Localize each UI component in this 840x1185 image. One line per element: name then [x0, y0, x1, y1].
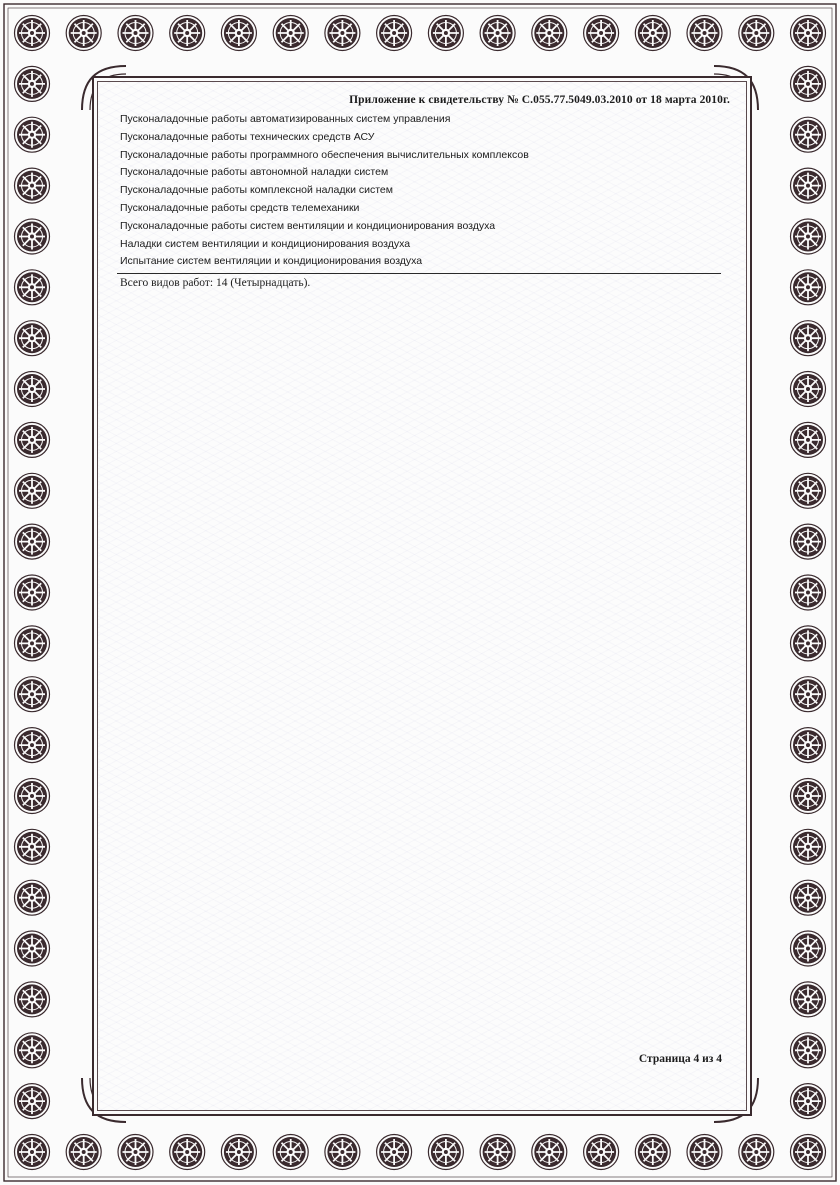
wheel-rosette-icon — [170, 16, 205, 51]
list-item: Пусконаладочные работы систем вентиляции и кондиционирования воздуха — [120, 219, 496, 232]
wheel-rosette-icon — [15, 117, 50, 152]
wheel-rosette-icon — [15, 524, 50, 559]
total-works: Всего видов работ: 14 (Четырнадцать). — [120, 277, 311, 289]
wheel-rosette-icon — [791, 168, 826, 203]
wheel-rosette-icon — [15, 219, 50, 254]
wheel-rosette-icon — [325, 1135, 360, 1170]
wheel-rosette-icon — [15, 1135, 50, 1170]
list-item: Пусконаладочные работы комплексной наладки систем — [120, 184, 393, 197]
wheel-rosette-icon — [791, 880, 826, 915]
wheel-rosette-icon — [66, 16, 101, 51]
wheel-rosette-icon — [791, 982, 826, 1017]
wheel-rosette-icon — [15, 829, 50, 864]
wheel-rosette-icon — [15, 677, 50, 712]
wheel-rosette-icon — [791, 270, 826, 305]
wheel-rosette-icon — [15, 422, 50, 457]
wheel-rosette-icon — [791, 626, 826, 661]
wheel-rosette-icon — [221, 1135, 256, 1170]
wheel-rosette-icon — [15, 728, 50, 763]
wheel-rosette-icon — [791, 779, 826, 814]
document-header: Приложение к свидетельству № С.055.77.5049.03.2010 от 18 марта 2010г. — [349, 94, 730, 106]
wheel-rosette-icon — [15, 473, 50, 508]
page-number: Страница 4 из 4 — [638, 1053, 722, 1065]
wheel-rosette-icon — [15, 168, 50, 203]
wheel-rosette-icon — [532, 1135, 567, 1170]
wheel-rosette-icon — [791, 524, 826, 559]
divider — [117, 273, 721, 274]
wheel-rosette-icon — [791, 372, 826, 407]
wheel-rosette-icon — [428, 1135, 463, 1170]
wheel-rosette-icon — [377, 1135, 412, 1170]
list-item: Пусконаладочные работы автономной наладки систем — [120, 166, 389, 179]
wheel-rosette-icon — [15, 321, 50, 356]
wheel-rosette-icon — [791, 321, 826, 356]
wheel-rosette-icon — [791, 473, 826, 508]
wheel-rosette-icon — [118, 16, 153, 51]
wheel-rosette-icon — [15, 880, 50, 915]
wheel-rosette-icon — [15, 575, 50, 610]
wheel-rosette-icon — [635, 16, 670, 51]
wheel-rosette-icon — [480, 1135, 515, 1170]
list-item: Пусконаладочные работы средств телемеханики — [120, 201, 360, 214]
wheel-rosette-icon — [791, 66, 826, 101]
wheel-rosette-icon — [791, 728, 826, 763]
wheel-rosette-icon — [791, 575, 826, 610]
wheel-rosette-icon — [15, 372, 50, 407]
wheel-rosette-icon — [15, 779, 50, 814]
wheel-rosette-icon — [791, 117, 826, 152]
wheel-rosette-icon — [532, 16, 567, 51]
wheel-rosette-icon — [15, 66, 50, 101]
wheel-rosette-icon — [377, 16, 412, 51]
wheel-rosette-icon — [739, 16, 774, 51]
wheel-rosette-icon — [687, 16, 722, 51]
list-item: Пусконаладочные работы автоматизированных систем управления — [120, 113, 451, 125]
wheel-rosette-icon — [170, 1135, 205, 1170]
list-item: Пусконаладочные работы технических средств АСУ — [120, 130, 375, 143]
wheel-rosette-icon — [118, 1135, 153, 1170]
wheel-rosette-icon — [584, 1135, 619, 1170]
wheel-rosette-icon — [273, 1135, 308, 1170]
wheel-rosette-icon — [687, 1135, 722, 1170]
list-item: Пусконаладочные работы программного обеспечения вычислительных комплексов — [120, 148, 529, 161]
wheel-rosette-icon — [584, 16, 619, 51]
wheel-rosette-icon — [15, 931, 50, 966]
wheel-rosette-icon — [791, 1033, 826, 1068]
wheel-rosette-icon — [739, 1135, 774, 1170]
wheel-rosette-icon — [15, 1084, 50, 1119]
list-item: Испытание систем вентиляции и кондиционирования воздуха — [120, 255, 423, 268]
wheel-rosette-icon — [273, 16, 308, 51]
wheel-rosette-icon — [66, 1135, 101, 1170]
wheel-rosette-icon — [635, 1135, 670, 1170]
wheel-rosette-icon — [428, 16, 463, 51]
wheel-rosette-icon — [791, 677, 826, 712]
wheel-rosette-icon — [15, 626, 50, 661]
wheel-rosette-icon — [15, 16, 50, 51]
wheel-rosette-icon — [15, 982, 50, 1017]
wheel-rosette-icon — [791, 829, 826, 864]
works-list — [120, 111, 720, 271]
wheel-rosette-icon — [480, 16, 515, 51]
wheel-rosette-icon — [221, 16, 256, 51]
wheel-rosette-icon — [15, 1033, 50, 1068]
wheel-rosette-icon — [791, 1135, 826, 1170]
wheel-rosette-icon — [791, 16, 826, 51]
wheel-rosette-icon — [791, 219, 826, 254]
wheel-rosette-icon — [15, 270, 50, 305]
wheel-rosette-icon — [791, 931, 826, 966]
wheel-rosette-icon — [325, 16, 360, 51]
wheel-rosette-icon — [791, 1084, 826, 1119]
wheel-rosette-icon — [791, 422, 826, 457]
list-item: Наладки систем вентиляции и кондиционирования воздуха — [120, 237, 411, 250]
